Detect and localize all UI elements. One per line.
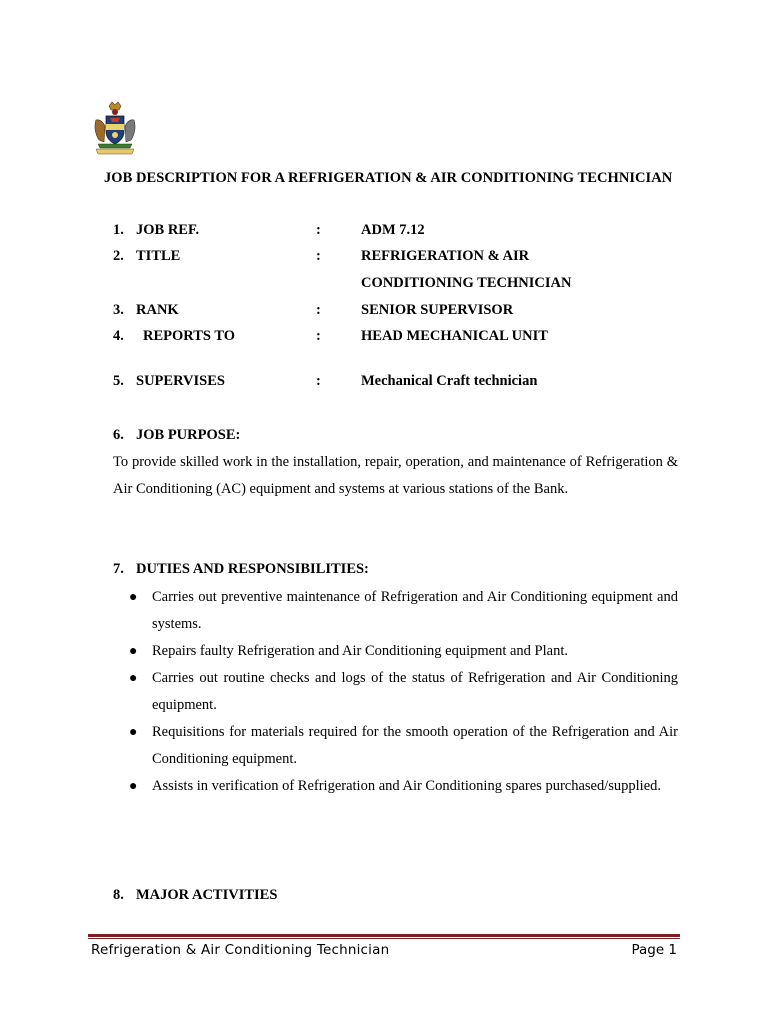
footer-document-name: Refrigeration & Air Conditioning Technician [91, 942, 390, 958]
bullet-icon: ● [129, 590, 138, 605]
footer-divider [88, 934, 680, 937]
field-label: TITLE [136, 248, 181, 264]
section-title: MAJOR ACTIVITIES [136, 887, 278, 903]
field-value: REFRIGERATION & AIR [361, 248, 530, 264]
field-label: RANK [136, 302, 179, 318]
list-item-text: Assists in verification of Refrigeration and Air Conditioning spares purchased/supplied. [152, 778, 662, 794]
list-item [113, 773, 678, 800]
bullet-icon: ● [129, 671, 138, 686]
duties-list [113, 584, 678, 800]
document-title: JOB DESCRIPTION FOR A REFRIGERATION & AIR CONDITIONING TECHNICIAN [104, 170, 673, 186]
list-item-text: Carries out preventive maintenance of Refrigeration and Air Conditioning equipment and systems. [152, 589, 678, 632]
list-item [113, 719, 678, 773]
field-number: 1. [113, 222, 124, 238]
list-item [113, 638, 678, 665]
field-colon: : [316, 328, 321, 344]
footer-divider-thin [88, 938, 680, 939]
list-item-text: Requisitions for materials required for the smooth operation of the Refrigeration and Air Conditioning equipment. [152, 724, 678, 767]
field-colon: : [316, 302, 321, 318]
bullet-icon: ● [129, 779, 138, 794]
list-item-text: Carries out routine checks and logs of the status of Refrigeration and Air Conditioning equipment. [152, 670, 678, 713]
job-purpose-text: To provide skilled work in the installation, repair, operation, and maintenance of Refrigeration & Air Conditioning (AC) equipment and systems at various stations of the Bank. [113, 454, 678, 497]
bullet-icon: ● [129, 725, 138, 740]
field-colon: : [316, 248, 321, 264]
coat-of-arms-icon [90, 100, 140, 156]
field-label: SUPERVISES [136, 373, 225, 389]
section-title: DUTIES AND RESPONSIBILITIES: [136, 561, 369, 577]
section-title: JOB PURPOSE: [136, 427, 241, 443]
list-item [113, 665, 678, 719]
field-value-line-2: CONDITIONING TECHNICIAN [361, 275, 572, 291]
footer-page-number: Page 1 [631, 942, 677, 958]
field-number: 4. [113, 328, 124, 344]
section-number: 8. [113, 887, 124, 903]
section-number: 7. [113, 561, 124, 577]
field-label: JOB REF. [136, 222, 200, 238]
field-value: Mechanical Craft technician [361, 373, 538, 389]
section-number: 6. [113, 427, 124, 443]
field-colon: : [316, 222, 321, 238]
field-value: ADM 7.12 [361, 222, 425, 238]
list-item-text: Repairs faulty Refrigeration and Air Conditioning equipment and Plant. [152, 643, 568, 659]
field-label: REPORTS TO [143, 328, 236, 344]
field-colon: : [316, 373, 321, 389]
field-number: 2. [113, 248, 124, 264]
field-value: SENIOR SUPERVISOR [361, 302, 514, 318]
list-item [113, 584, 678, 638]
field-number: 5. [113, 373, 124, 389]
bullet-icon: ● [129, 644, 138, 659]
field-number: 3. [113, 302, 124, 318]
field-value: HEAD MECHANICAL UNIT [361, 328, 548, 344]
